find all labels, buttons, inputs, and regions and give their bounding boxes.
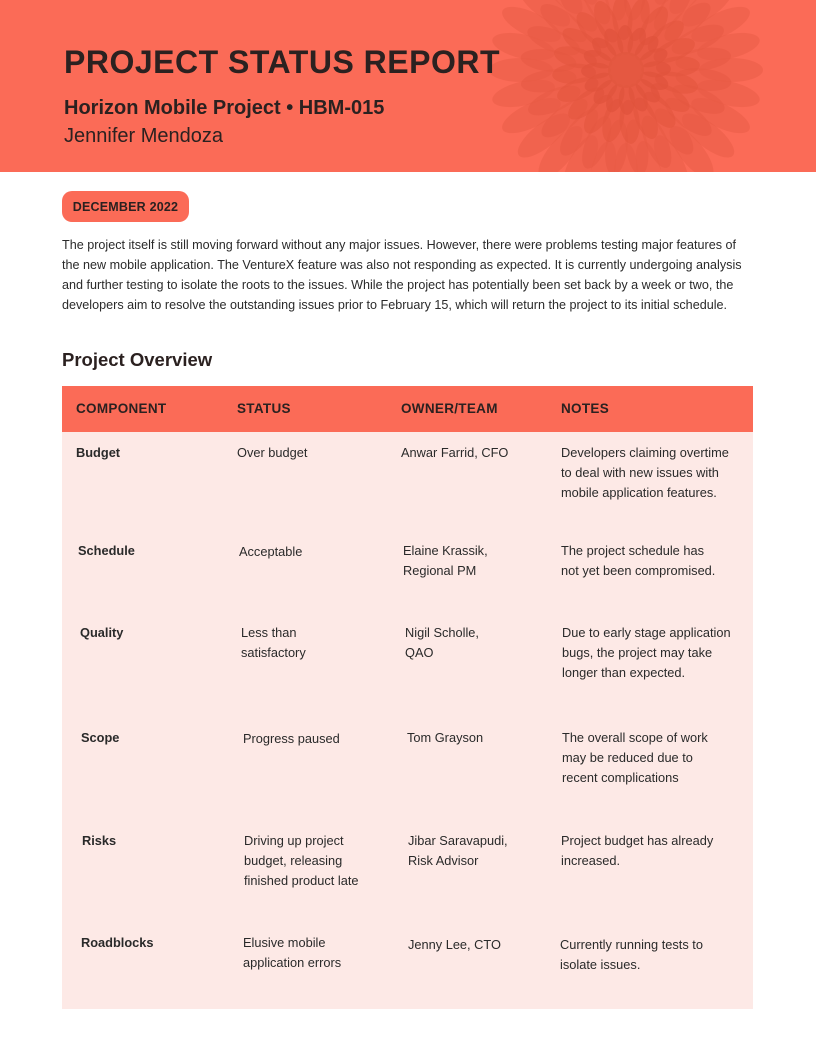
- row-notes: Project budget has already increased.: [561, 833, 714, 868]
- column-header-owner: OWNER/TEAM: [401, 401, 498, 416]
- row-notes: Currently running tests to isolate issues.: [560, 937, 703, 972]
- report-title: PROJECT STATUS REPORT: [64, 44, 501, 80]
- report-header: [0, 0, 816, 172]
- row-owner: Tom Grayson: [407, 730, 484, 745]
- author-name: Jennifer Mendoza: [64, 125, 223, 147]
- table-header: [62, 386, 753, 432]
- row-notes: The overall scope of work may be reduced due to recent complications: [562, 730, 708, 785]
- row-owner: Nigil Scholle, QAO: [405, 625, 479, 660]
- overview-table: [62, 386, 753, 1009]
- row-status: Progress paused: [243, 731, 340, 746]
- row-component: Scope: [81, 730, 120, 745]
- row-status: Acceptable: [239, 544, 303, 559]
- row-notes: Due to early stage application bugs, the project may take longer than expected.: [562, 625, 731, 680]
- flower-icon: [486, 0, 766, 172]
- section-title: Project Overview: [62, 349, 213, 370]
- row-status: Over budget: [237, 445, 308, 460]
- row-component: Quality: [80, 625, 124, 640]
- column-header-component: COMPONENT: [76, 401, 167, 416]
- row-owner: Jibar Saravapudi, Risk Advisor: [408, 833, 508, 868]
- row-component: Schedule: [78, 543, 135, 558]
- column-header-status: STATUS: [237, 401, 291, 416]
- row-owner: Jenny Lee, CTO: [408, 937, 501, 952]
- row-owner: Anwar Farrid, CFO: [401, 445, 509, 460]
- date-badge: DECEMBER 2022: [62, 191, 189, 222]
- row-status: Elusive mobile application errors: [243, 935, 342, 970]
- row-notes: Developers claiming overtime to deal with new issues with mobile application features.: [561, 445, 729, 500]
- column-header-notes: NOTES: [561, 401, 610, 416]
- row-owner: Elaine Krassik, Regional PM: [403, 543, 488, 578]
- row-status: Driving up project budget, releasing finished product late: [244, 833, 359, 888]
- row-component: Budget: [76, 445, 121, 460]
- intro-paragraph: The project itself is still moving forward without any major issues. However, there were problems testing major features of the new mobile application. The VentureX feature was also not responding as expected. It is currently undergoing analysis and further testing to isolate the roots to the issues. While the project has potentially been set back by a week or two, the developers aim to resolve the outstanding issues prior to February 15, which will return the project to its initial schedule.: [62, 238, 742, 312]
- row-component: Risks: [82, 833, 117, 848]
- row-notes: The project schedule has not yet been compromised.: [561, 543, 716, 578]
- row-component: Roadblocks: [81, 935, 154, 950]
- project-subtitle: Horizon Mobile Project • HBM-015: [64, 97, 385, 119]
- row-status: Less than satisfactory: [241, 625, 306, 660]
